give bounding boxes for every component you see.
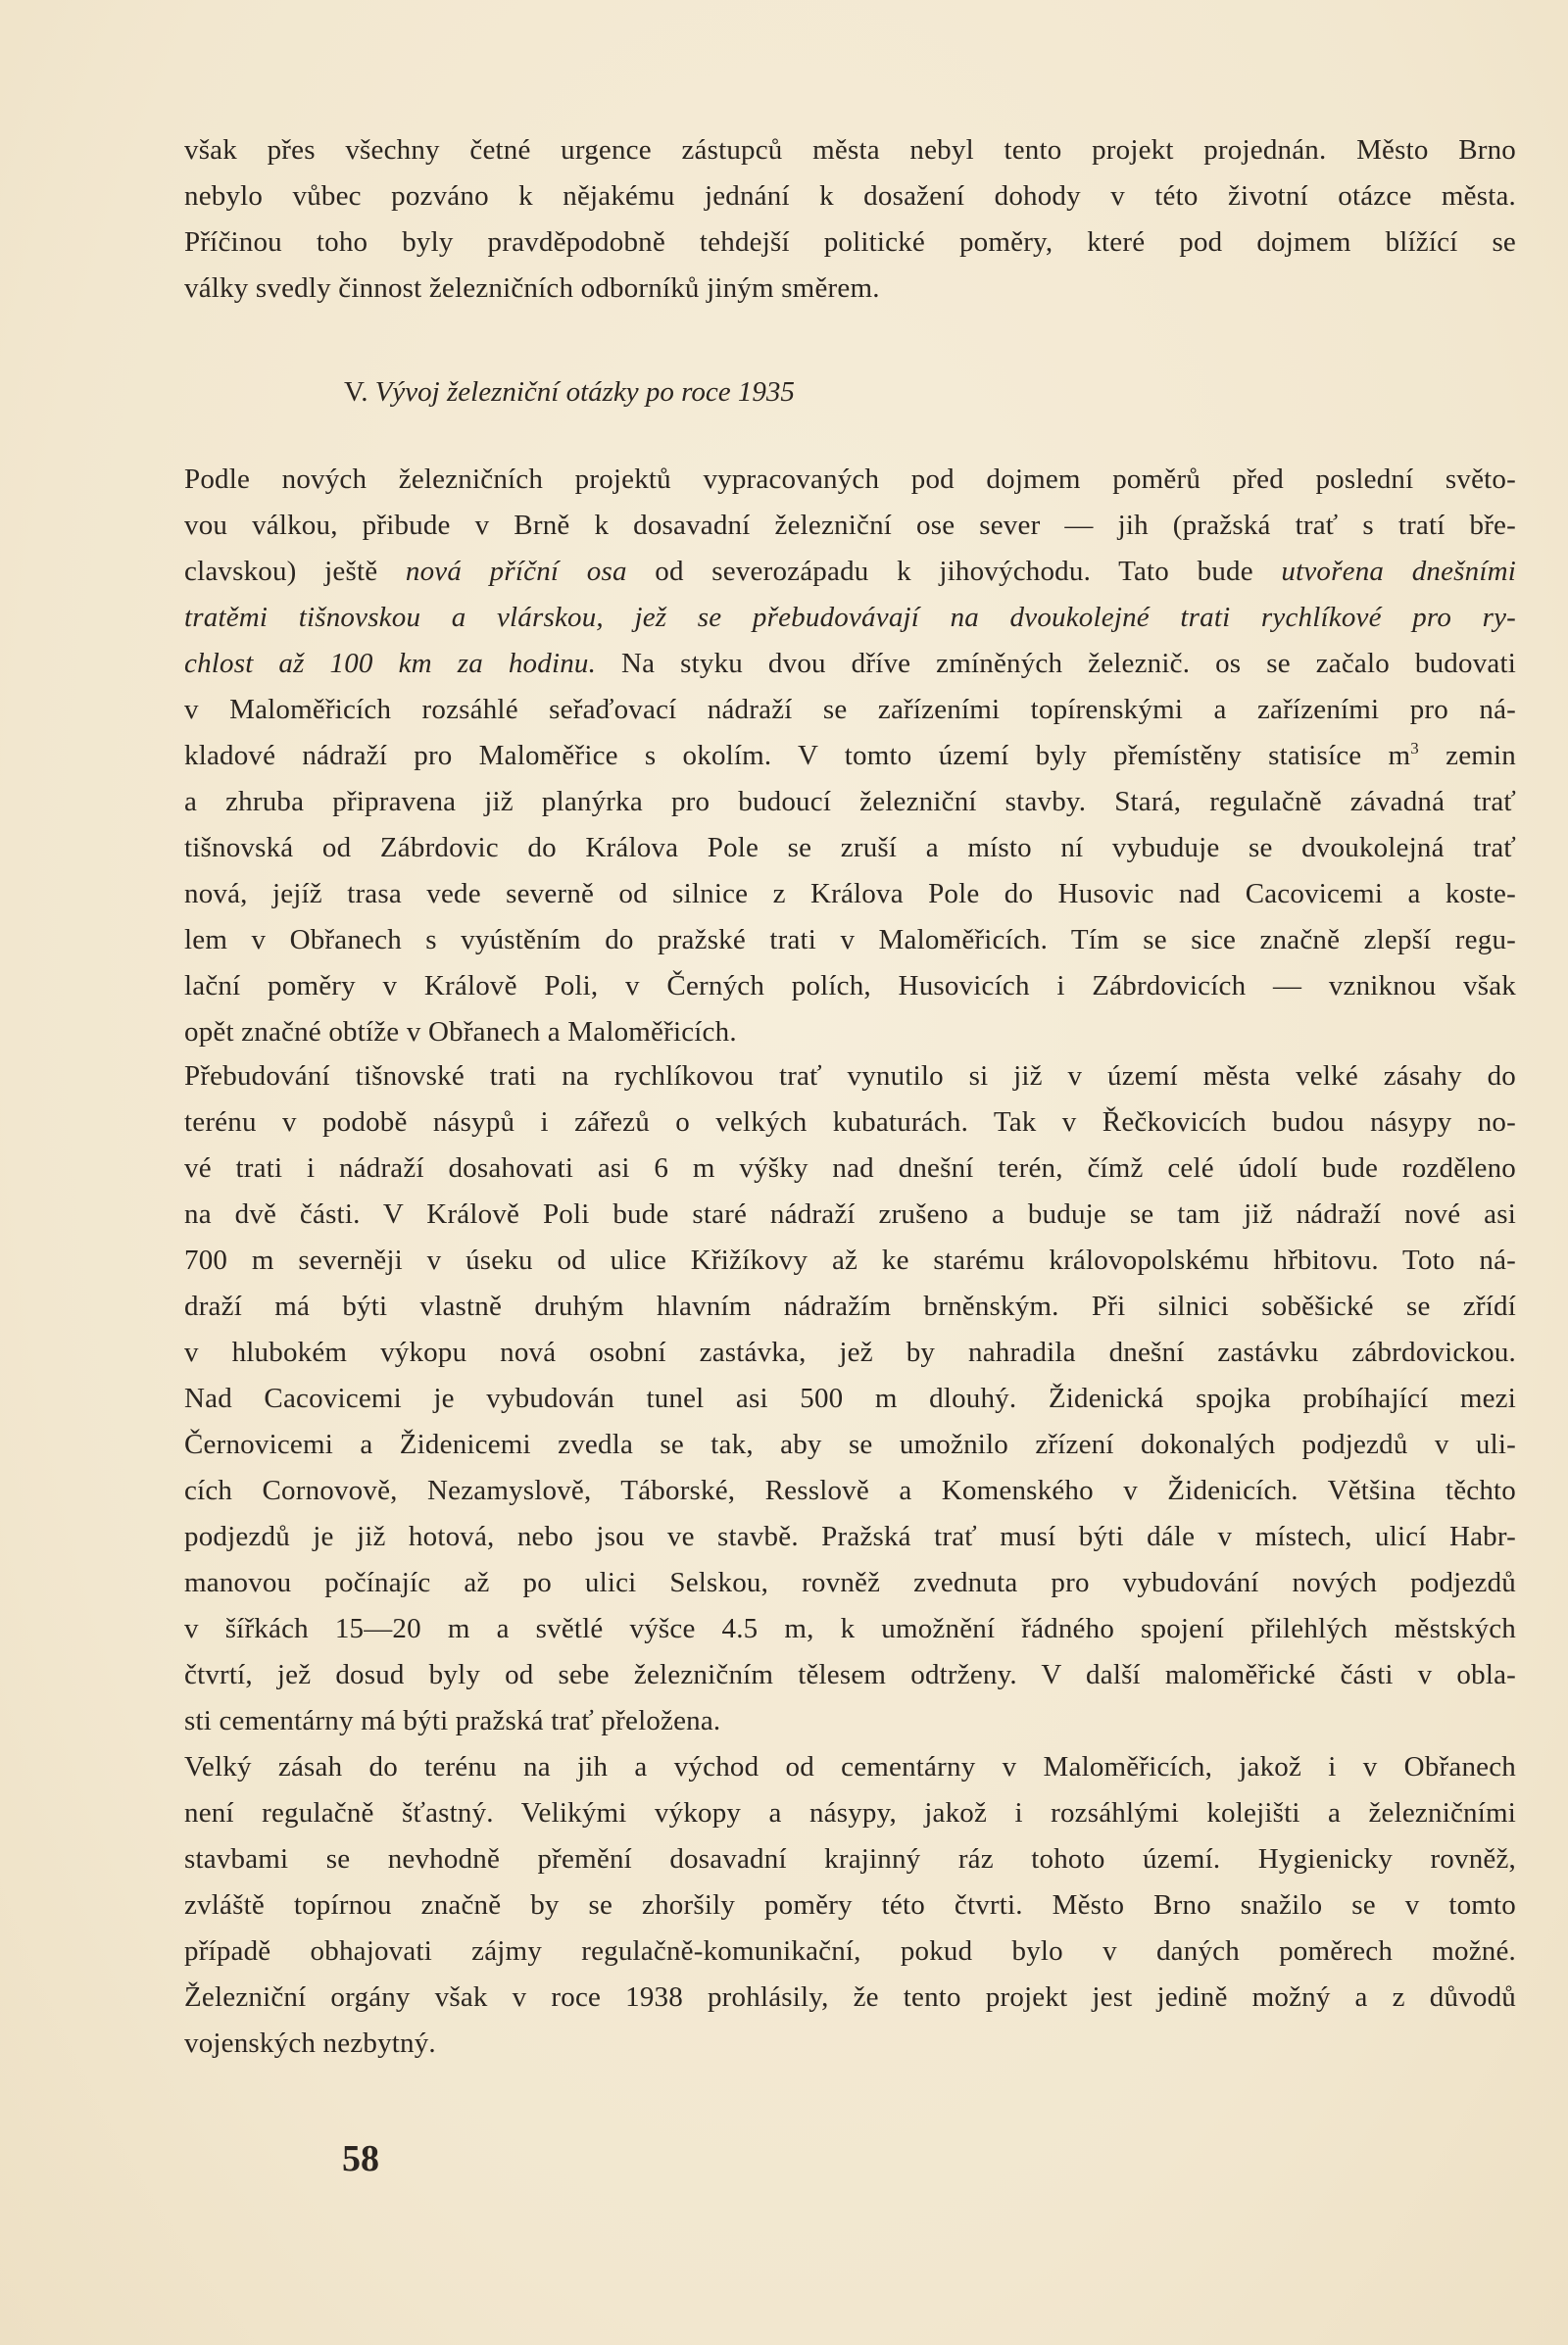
- text-line: případě obhajovati zájmy regulačně-komunikační, pokud bylo v daných poměrech možné.: [184, 1935, 1516, 1967]
- text-line: opět značné obtíže v Obřanech a Maloměřicích.: [184, 1016, 737, 1048]
- page-number: 58: [342, 2138, 379, 2179]
- text-line: lační poměry v Králově Poli, v Černých polích, Husovicích i Zábrdovicích — vzniknou však: [184, 970, 1516, 1002]
- text-line: není regulačně šťastný. Velikými výkopy a násypy, jakož i rozsáhlými kolejišti a železničními: [184, 1797, 1516, 1829]
- text-line: draží má býti vlastně druhým hlavním nádražím brněnským. Při silnici soběšické se zřídí: [184, 1291, 1516, 1322]
- text-line: války svedly činnost železničních odborníků jiným směrem.: [184, 272, 880, 304]
- text-line: a zhruba připravena již planýrka pro budoucí železniční stavby. Stará, regulačně závadná trať: [184, 786, 1516, 817]
- text-line: podjezdů je již hotová, nebo jsou ve stavbě. Pražská trať musí býti dále v místech, ulicí Habr-: [184, 1521, 1516, 1552]
- paragraph: [184, 1053, 1516, 1744]
- text-line: vou válkou, přibude v Brně k dosavadní železniční ose sever — jih (pražská trať s tratí bře-: [184, 510, 1516, 541]
- text-line: 700 m severněji v úseku od ulice Křižíkovy až ke starému královopolskému hřbitovu. Toto ná-: [184, 1245, 1516, 1276]
- text-line: však přes všechny četné urgence zástupců města nebyl tento projekt projednán. Město Brno: [184, 134, 1516, 166]
- italic-text: utvořena dnešními: [1281, 556, 1516, 587]
- italic-text: nová příční osa: [405, 556, 627, 587]
- text-line: cích Cornovově, Nezamyslově, Táborské, Resslově a Komenského v Židenicích. Většina těchto: [184, 1475, 1516, 1506]
- text-line: Železniční orgány však v roce 1938 prohlásily, že tento projekt jest jedině možný a z důvodů: [184, 1981, 1516, 2013]
- text-line: [184, 595, 1516, 641]
- section-heading: [344, 369, 795, 415]
- text-line: Přebudování tišnovské trati na rychlíkovou trať vynutilo si již v území města velké zásahy do: [184, 1060, 1516, 1092]
- text-line: v hlubokém výkopu nová osobní zastávka, jež by nahradila dnešní zastávku zábrdovickou.: [184, 1337, 1516, 1368]
- text-line: zvláště topírnou značně by se zhoršily poměry této čtvrti. Město Brno snažilo se v tomto: [184, 1889, 1516, 1921]
- text-line: [184, 641, 1516, 687]
- text-line: manovou počínajíc až po ulici Selskou, rovněž zvednuta pro vybudování nových podjezdů: [184, 1567, 1516, 1598]
- italic-text: chlost až 100 km za hodinu.: [184, 648, 597, 679]
- text-run: od severozápadu k jihovýchodu. Tato bude: [626, 556, 1282, 587]
- text-line: [184, 733, 1516, 779]
- text-line: nová, jejíž trasa vede severně od silnice z Králova Pole do Husovic nad Cacovicemi a koste-: [184, 878, 1516, 909]
- text-line: v Maloměřicích rozsáhlé seřaďovací nádraží se zařízeními topírenskými a zařízeními pro ná-: [184, 694, 1516, 725]
- text-line: Příčinou toho byly pravděpodobně tehdejší politické poměry, které pod dojmem blížící se: [184, 226, 1516, 258]
- text-line: nebylo vůbec pozváno k nějakému jednání k dosažení dohody v této životní otázce města.: [184, 180, 1516, 212]
- text-run: kladové nádraží pro Maloměřice s okolím. V tomto území byly přemístěny statisíce m: [184, 740, 1411, 771]
- paragraph: [184, 127, 1516, 312]
- text-line: Nad Cacovicemi je vybudován tunel asi 500 m dlouhý. Židenická spojka probíhající mezi: [184, 1383, 1516, 1414]
- text-line: Velký zásah do terénu na jih a východ od cementárny v Maloměřicích, jakož i v Obřanech: [184, 1751, 1516, 1783]
- section-title: Vývoj železniční otázky po roce 1935: [374, 376, 795, 408]
- text-line: [184, 549, 1516, 595]
- text-line: na dvě části. V Králově Poli bude staré nádraží zrušeno a buduje se tam již nádraží nové asi: [184, 1198, 1516, 1230]
- text-run: Na styku dvou dříve zmíněných železnič. os se začalo budovati: [596, 648, 1516, 679]
- text-line: stavbami se nevhodně přemění dosavadní krajinný ráz tohoto území. Hygienicky rovněž,: [184, 1843, 1516, 1875]
- text-line: vé trati i nádraží dosahovati asi 6 m výšky nad dnešní terén, čímž celé údolí bude rozděleno: [184, 1152, 1516, 1184]
- italic-text: tratěmi tišnovskou a vlárskou, jež se přebudovávají na dvoukolejné trati rychlíkové pro ry-: [184, 602, 1516, 633]
- text-line: tišnovská od Zábrdovic do Králova Pole se zruší a místo ní vybuduje se dvoukolejná trať: [184, 832, 1516, 863]
- text-line: sti cementárny má býti pražská trať přeložena.: [184, 1705, 721, 1736]
- text-line: Podle nových železničních projektů vypracovaných pod dojmem poměrů před poslední světo-: [184, 464, 1516, 495]
- text-line: lem v Obřanech s vyústěním do pražské trati v Maloměřicích. Tím se sice značně zlepší regu-: [184, 924, 1516, 955]
- text-line: v šířkách 15—20 m a světlé výšce 4.5 m, k umožnění řádného spojení přilehlých městských: [184, 1613, 1516, 1644]
- text-line: čtvrtí, jež dosud byly od sebe železničním tělesem odtrženy. V další maloměřické části v obla-: [184, 1659, 1516, 1690]
- text-line: vojenských nezbytný.: [184, 2027, 436, 2059]
- superscript: 3: [1410, 739, 1419, 757]
- text-run: clavskou) ještě: [184, 556, 406, 587]
- paragraph: [184, 457, 1516, 1055]
- paragraph: [184, 1744, 1516, 2067]
- section-number: V.: [344, 376, 368, 408]
- text-line: terénu v podobě násypů i zářezů o velkých kubaturách. Tak v Řečkovicích budou násypy no-: [184, 1106, 1516, 1138]
- text-line: Černovicemi a Židenicemi zvedla se tak, aby se umožnilo zřízení dokonalých podjezdů v uli-: [184, 1429, 1516, 1460]
- text-run: zemin: [1418, 740, 1516, 771]
